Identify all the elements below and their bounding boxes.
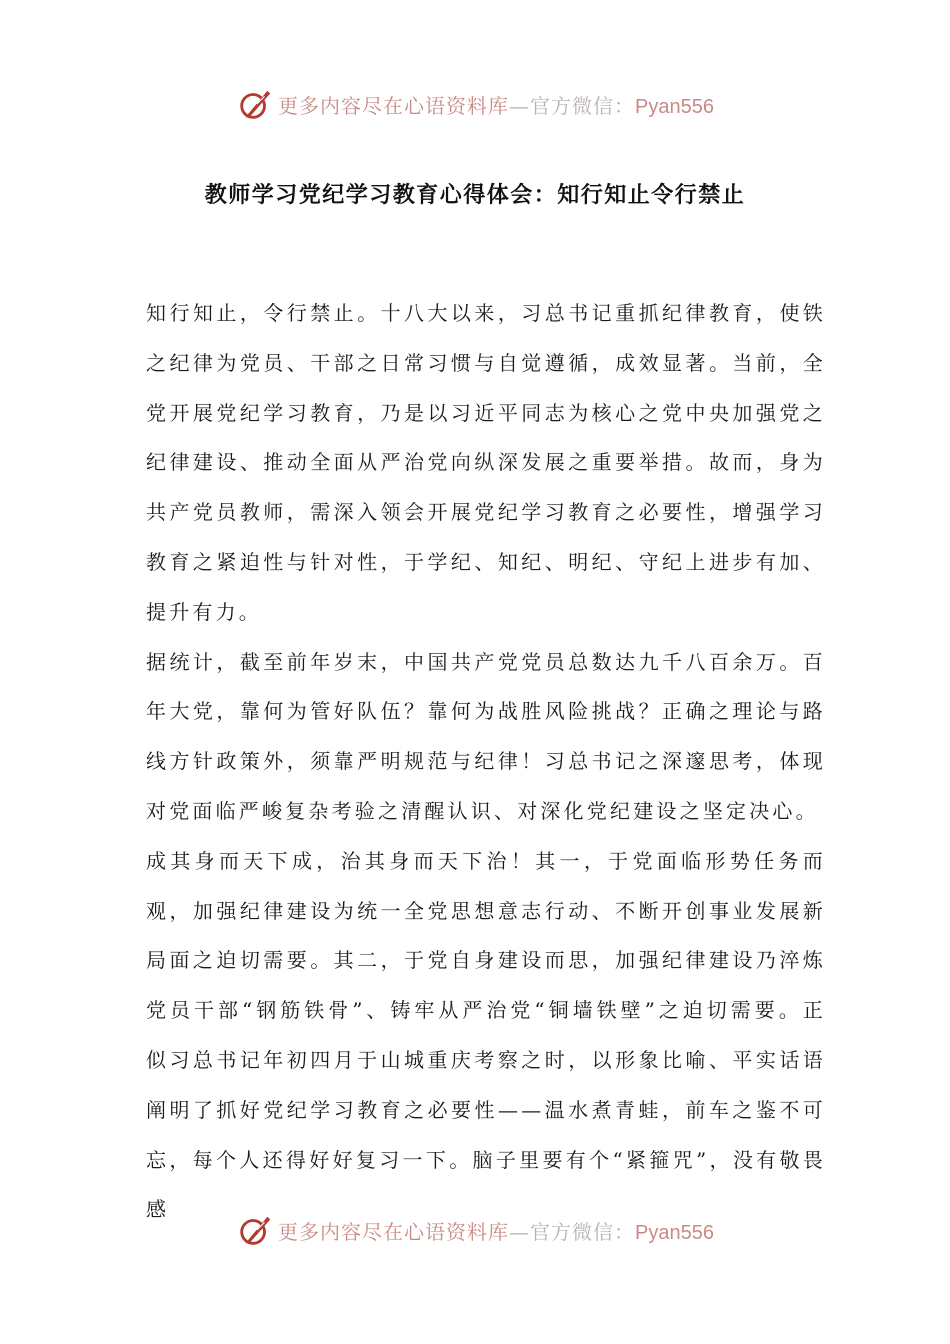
paragraph-2: 据统计，截至前年岁末，中国共产党党员总数达九千八百余万。百年大党，靠何为管好队伍？靠何为战胜风险挑战？正确之理论与路线方针政策外，须靠严明规范与纪律！习总书记之深邃思考，体现对党面临严峻复杂考验之清醒认识、对深化党纪建设之坚定决心。	[146, 649, 826, 823]
banner-wechat-label: 官方微信：	[530, 93, 636, 118]
banner-dash: —	[509, 93, 531, 118]
banner-prefix: 更多内容尽在心语资料库	[278, 93, 510, 118]
banner-wechat-label: 官方微信：	[530, 1219, 636, 1244]
banner-wechat-id: Pyan556	[635, 95, 714, 118]
banner-text	[278, 1216, 714, 1245]
quill-logo-icon	[236, 85, 274, 123]
header-banner	[0, 84, 950, 124]
banner-dash: —	[509, 1219, 531, 1244]
paragraph-1: 知行知止，令行禁止。十八大以来，习总书记重抓纪律教育，使铁之纪律为党员、干部之日常习惯与自觉遵循，成效显著。当前，全党开展党纪学习教育，乃是以习近平同志为核心之党中央加强党之纪律建设、推动全面从严治党向纵深发展之重要举措。故而，身为共产党员教师，需深入领会开展党纪学习教育之必要性，增强学习教育之紧迫性与针对性，于学纪、知纪、明纪、守纪上进步有加、提升有力。	[146, 301, 826, 624]
quill-logo-icon	[236, 1211, 274, 1249]
document-title: 教师学习党纪学习教育心得体会：知行知止令行禁止	[204, 183, 746, 208]
banner-prefix: 更多内容尽在心语资料库	[278, 1219, 510, 1244]
banner-wechat-id: Pyan556	[635, 1221, 714, 1244]
banner-text	[278, 90, 714, 119]
footer-banner	[0, 1210, 950, 1250]
document-body	[146, 289, 826, 1235]
paragraph-3: 成其身而天下成，治其身而天下治！其一，于党面临形势任务而观，加强纪律建设为统一全党思想意志行动、不断开创事业发展新局面之迫切需要。其二，于党自身建设而思，加强纪律建设乃淬炼党员干部“钢筋铁骨”、铸牢从严治党“铜墙铁壁”之迫切需要。正似习总书记年初四月于山城重庆考察之时，以形象比喻、平实话语阐明了抓好党纪学习教育之必要性——温水煮青蛙，前车之鉴不可忘，每个人还得好好复习一下。脑子里要有个“紧箍咒”，没有敬畏感	[146, 848, 826, 1222]
